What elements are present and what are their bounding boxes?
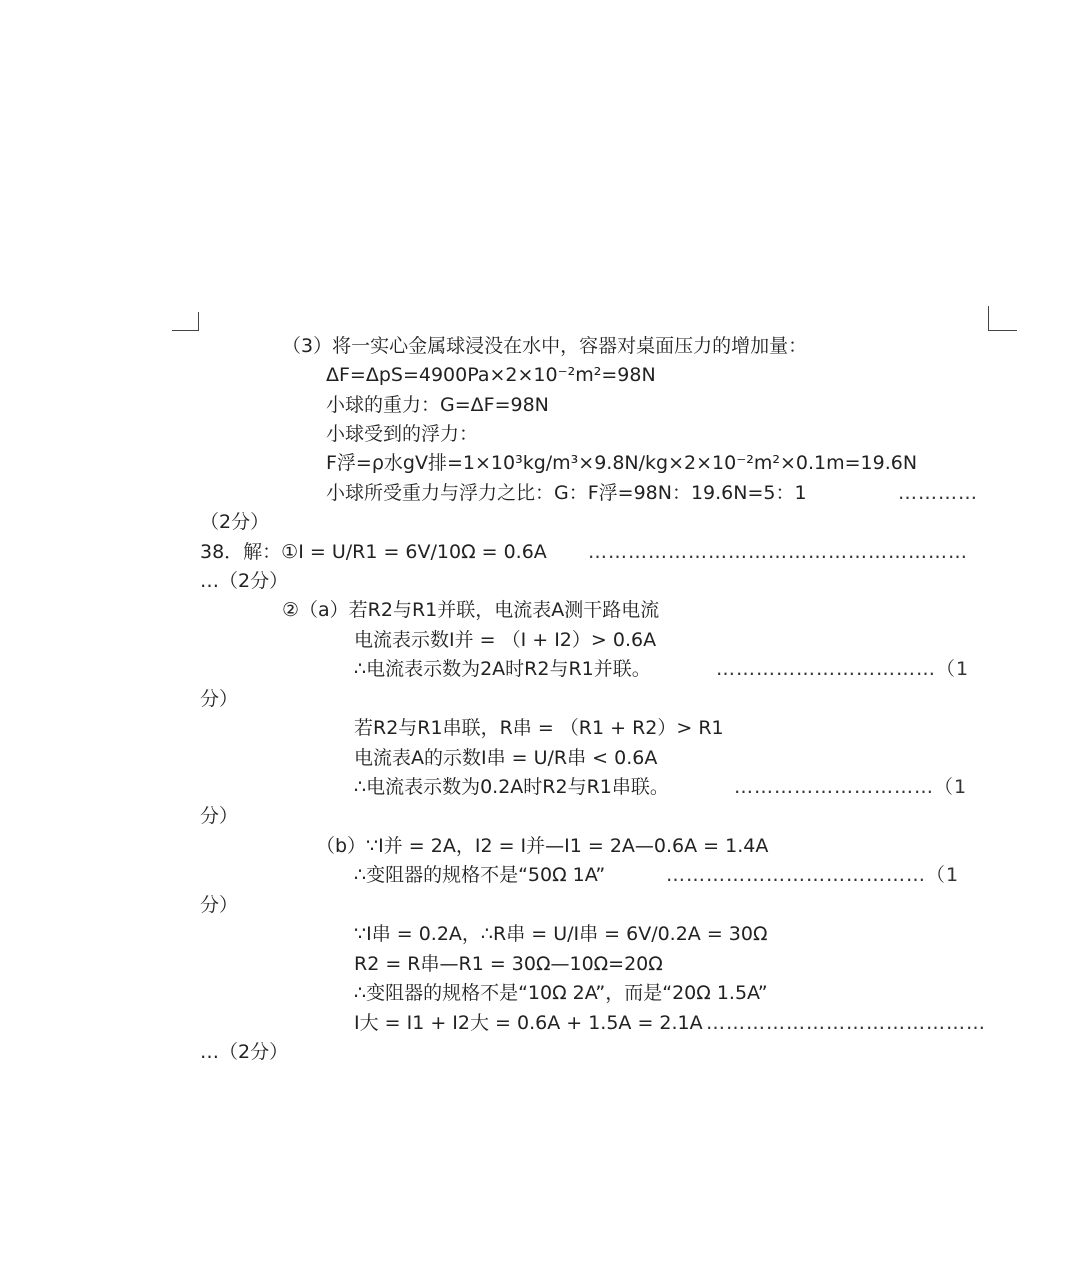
question-38-step-1: 38．解：①I = U/R1 = 6V/10Ω = 0.6A (200, 541, 547, 563)
ball-weight-line: 小球的重力：G=ΔF=98N (326, 394, 549, 416)
score-note: …（2分） (200, 1041, 289, 1063)
score-note: （2分） (200, 511, 270, 533)
score-note: 分） (200, 894, 239, 916)
max-current-line: I大 = I1 + I2大 = 0.6A + 1.5A = 2.1A (354, 1012, 703, 1034)
leader-dots: ……………………………（1 (716, 658, 970, 680)
r2-calc: R2 = R串—R1 = 30Ω—10Ω=20Ω (354, 953, 663, 975)
series-resistance-calc: ∵I串 = 0.2A，∴R串 = U/I串 = 6V/0.2A = 30Ω (354, 923, 768, 945)
score-note: …（2分） (200, 570, 289, 592)
rheostat-conclusion: ∴变阻器的规格不是“10Ω 2A”，而是“20Ω 1.5A” (354, 982, 768, 1004)
answer-part-3-heading: （3）将一实心金属球浸没在水中，容器对桌面压力的增加量： (282, 335, 808, 357)
step-2a-heading: ②（a）若R2与R1并联，电流表A测干路电流 (282, 599, 660, 621)
buoyancy-equation: F浮=ρ水gV排=1×10³kg/m³×9.8N/kg×2×10⁻²m²×0.1m=19.6N (326, 452, 918, 474)
leader-dots: ………………………………………………… (588, 541, 968, 563)
buoyancy-label: 小球受到的浮力： (326, 423, 479, 445)
parallel-conclusion: ∴电流表示数为2A时R2与R1并联。 (354, 658, 651, 680)
series-current-line: 电流表A的示数I串 = U/R串 < 0.6A (354, 747, 658, 769)
score-note: 分） (200, 688, 239, 710)
leader-dots: …………………………………… (706, 1012, 986, 1034)
pressure-force-equation: ΔF=ΔpS=4900Pa×2×10⁻²m²=98N (326, 364, 656, 386)
weight-buoyancy-ratio: 小球所受重力与浮力之比：G：F浮=98N：19.6N=5：1 (326, 482, 807, 504)
leader-dots: ………… (898, 482, 978, 504)
crop-mark-top-left (172, 312, 199, 331)
series-resistance-line: 若R2与R1串联，R串 = （R1 + R2）> R1 (354, 717, 724, 739)
leader-dots: …………………………………（1 (666, 864, 960, 886)
step-2b-current-line: （b）∵I并 = 2A，I2 = I并—I1 = 2A—0.6A = 1.4A (316, 835, 769, 857)
parallel-current-line: 电流表示数I并 = （I + I2）> 0.6A (354, 629, 657, 651)
crop-mark-top-right (988, 306, 1017, 331)
leader-dots: …………………………（1 (734, 776, 968, 798)
rheostat-exclusion-1: ∴变阻器的规格不是“50Ω 1A” (354, 864, 606, 886)
series-conclusion: ∴电流表示数为0.2A时R2与R1串联。 (354, 776, 669, 798)
score-note: 分） (200, 805, 239, 827)
